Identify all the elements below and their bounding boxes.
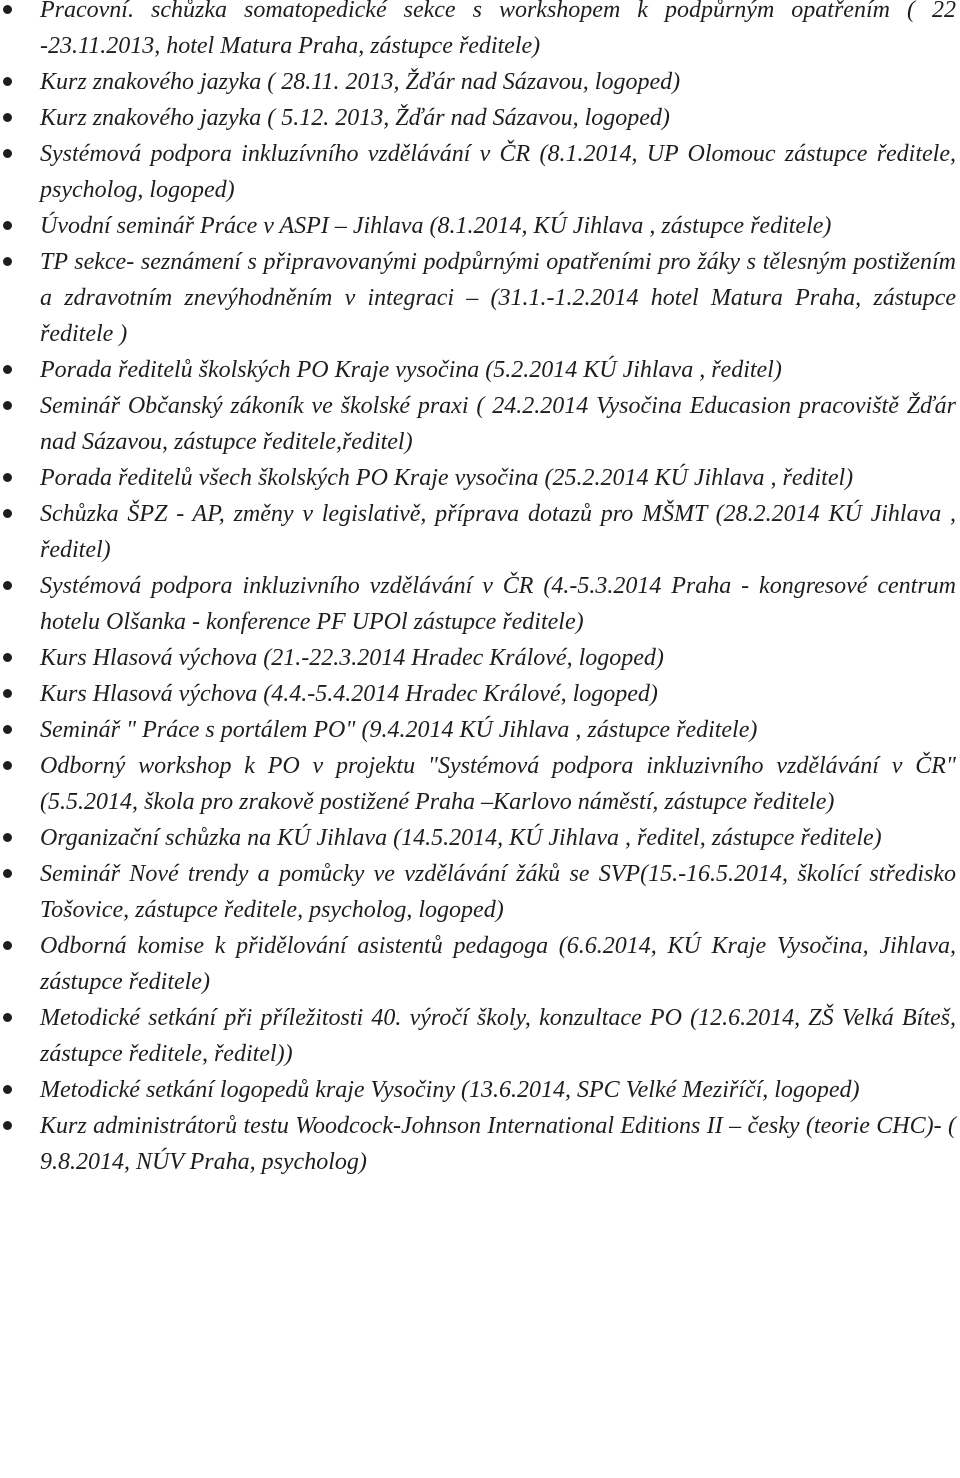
list-item-text: Schůzka ŠPZ - AP, změny v legislativě, příprava dotazů pro MŠMT (28.2.2014 KÚ Jihlava , ředitel) [40, 501, 956, 563]
list-item-text: Metodické setkání logopedů kraje Vysočiny (13.6.2014, SPC Velké Meziříčí, logoped) [40, 1077, 860, 1103]
list-item-text: Organizační schůzka na KÚ Jihlava (14.5.2014, KÚ Jihlava , ředitel, zástupce ředitele) [40, 825, 882, 851]
bullet-icon [3, 1121, 12, 1130]
bullet-icon [3, 5, 12, 14]
list-item-text: Seminář Občanský zákoník ve školské praxi ( 24.2.2014 Vysočina Educasion pracoviště Žďár nad Sázavou, zástupce ředitele,ředitel) [40, 393, 956, 455]
list-item [0, 496, 960, 568]
list-item-text: TP sekce- seznámení s připravovanými podpůrnými opatřeními pro žáky s tělesným postižením a zdravotním znevýhodněním v integraci – (31.1.-1.2.2014 hotel Matura Praha, zástupce ředitele ) [40, 249, 956, 347]
list-item [0, 748, 960, 820]
list-item-text: Systémová podpora inkluzívního vzdělávání v ČR (8.1.2014, UP Olomouc zástupce ředitele, psycholog, logoped) [40, 141, 956, 203]
bullet-icon [3, 365, 12, 374]
bullet-icon [3, 869, 12, 878]
list-item [0, 208, 960, 244]
list-item-text: Pracovní. schůzka somatopedické sekce s workshopem k podpůrným opatřením ( 22 -23.11.2013, hotel Matura Praha, zástupce ředitele) [40, 0, 956, 59]
list-item [0, 460, 960, 496]
list-item-text: Kurs Hlasová výchova (4.4.-5.4.2014 Hradec Králové, logoped) [40, 681, 658, 707]
list-item-text: Metodické setkání při příležitosti 40. výročí školy, konzultace PO (12.6.2014, ZŠ Velká Bíteš, zástupce ředitele, ředitel)) [40, 1005, 956, 1067]
bullet-icon [3, 113, 12, 122]
list-item [0, 100, 960, 136]
list-item [0, 1000, 960, 1072]
list-item-text: Porada ředitelů všech školských PO Kraje vysočina (25.2.2014 KÚ Jihlava , ředitel) [40, 465, 854, 491]
bullet-icon [3, 1013, 12, 1022]
list-item [0, 928, 960, 1000]
bullet-icon [3, 833, 12, 842]
list-item-text: Odborný workshop k PO v projektu "Systémová podpora inkluzivního vzdělávání v ČR" (5.5.2014, škola pro zrakově postižené Praha –Karlovo náměstí, zástupce ředitele) [40, 753, 956, 815]
list-item-text: Kurz administrátorů testu Woodcock-Johnson International Editions II – česky (teorie CHC)- ( 9.8.2014, NÚV Praha, psycholog) [40, 1113, 956, 1175]
list-item [0, 136, 960, 208]
list-item [0, 568, 960, 640]
list-item [0, 820, 960, 856]
list-item-text: Odborná komise k přidělování asistentů pedagoga (6.6.2014, KÚ Kraje Vysočina, Jihlava, zástupce ředitele) [40, 933, 956, 995]
list-item-text: Kurs Hlasová výchova (21.-22.3.2014 Hradec Králové, logoped) [40, 645, 664, 671]
list-item-text: Kurz znakového jazyka ( 28.11. 2013, Žďár nad Sázavou, logoped) [40, 69, 681, 95]
bullet-icon [3, 581, 12, 590]
bullet-icon [3, 77, 12, 86]
bullet-icon [3, 761, 12, 770]
list-item [0, 676, 960, 712]
bullet-icon [3, 509, 12, 518]
bullet-icon [3, 473, 12, 482]
bullet-icon [3, 149, 12, 158]
bullet-icon [3, 653, 12, 662]
list-item [0, 388, 960, 460]
list-item [0, 244, 960, 352]
bullet-icon [3, 1085, 12, 1094]
bullet-icon [3, 401, 12, 410]
list-item-text: Seminář Nové trendy a pomůcky ve vzdělávání žáků se SVP(15.-16.5.2014, školící středisko Tošovice, zástupce ředitele, psycholog, logoped) [40, 861, 956, 923]
list-item [0, 352, 960, 388]
bullet-icon [3, 689, 12, 698]
list-item-text: Kurz znakového jazyka ( 5.12. 2013, Žďár nad Sázavou, logoped) [40, 105, 670, 131]
list-item-text: Seminář " Práce s portálem PO" (9.4.2014 KÚ Jihlava , zástupce ředitele) [40, 717, 758, 743]
list-item [0, 1072, 960, 1108]
list-item-text: Úvodní seminář Práce v ASPI – Jihlava (8.1.2014, KÚ Jihlava , zástupce ředitele) [40, 213, 832, 239]
list-item-text: Porada ředitelů školských PO Kraje vysočina (5.2.2014 KÚ Jihlava , ředitel) [40, 357, 782, 383]
list-item-text: Systémová podpora inkluzivního vzdělávání v ČR (4.-5.3.2014 Praha - kongresové centrum hotelu Olšanka - konference PF UPOl zástupce ředitele) [40, 573, 956, 635]
list-item [0, 64, 960, 100]
bullet-icon [3, 257, 12, 266]
list-item [0, 640, 960, 676]
bullet-icon [3, 221, 12, 230]
list-item [0, 1108, 960, 1180]
list-item [0, 0, 960, 64]
bullet-icon [3, 941, 12, 950]
list-item [0, 712, 960, 748]
list-item [0, 856, 960, 928]
bullet-icon [3, 725, 12, 734]
